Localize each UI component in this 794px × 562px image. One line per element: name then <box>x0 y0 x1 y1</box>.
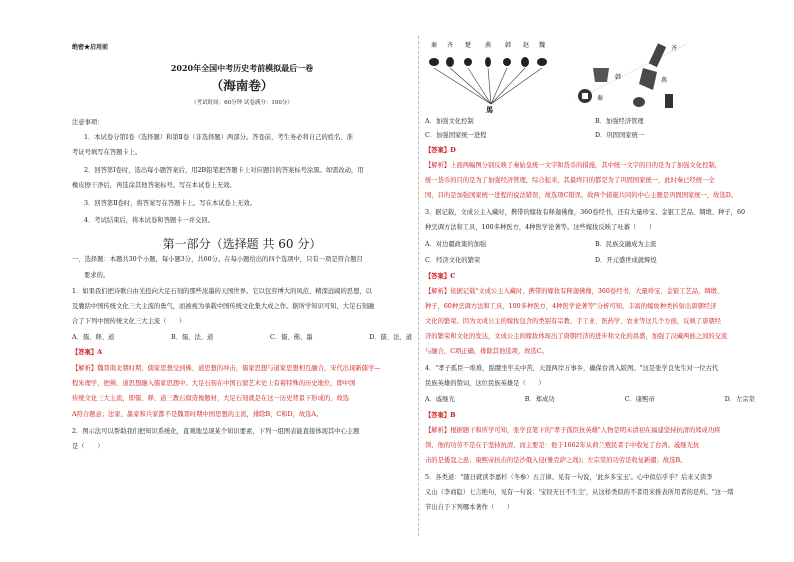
q1-stem: 合了下列中国传统文化三大主流（ ） <box>72 318 186 325</box>
q3-stem: 种烹调方法和工具，100多种医方，4种医学论著等。这些嫁妆反映了吐蕃（ ） <box>425 224 656 231</box>
notes-item: 3．回答第Ⅱ卷时，将答案写在答题卡上。写在本试卷上无效。 <box>84 200 257 207</box>
q3-option-a[interactable]: A．对边疆政策的加强 <box>425 241 487 248</box>
state-label: 魏 <box>539 42 546 49</box>
instructions-line: 要求的。 <box>84 272 110 279</box>
column-divider <box>418 36 419 536</box>
script-glyphs <box>429 57 547 67</box>
currency-label: 齐 <box>671 45 678 52</box>
q2-explanation: 国，目的是加强国家统一进程的说法错误，故选项C错误。故两个措施共同的中心主题是巩固国家统一，故选D。 <box>425 192 738 199</box>
currency-diagram <box>575 43 687 108</box>
q2-stem: 是（ ） <box>72 443 104 450</box>
notes-item: 2．回答第Ⅰ卷时，选出每小题答案后，用2B铅笔把答题卡上对应题目的答案标号涂黑。如需改动，用 <box>84 167 364 174</box>
q4-stem: 4．"孝子孤臣一堆堆，骷髅坐牢关中苦，天涯两岸万事乡，确保台湾入版图。"这是张学良先生对一位古代 <box>425 365 719 372</box>
state-label: 楚 <box>465 42 472 49</box>
q2-option-b[interactable]: B．加强经济管理 <box>595 118 644 125</box>
section-title: 第一部分（选择题 共 60 分） <box>162 237 322 251</box>
state-label: 秦 <box>431 42 438 49</box>
q2-stem: 2．图示法可以帮助我们把知识系统化，直观地呈现某个知识要素，下列一组图表能直接体现其中心主题 <box>72 428 360 435</box>
round-coin <box>633 97 645 107</box>
q3-answer: 【答案】C <box>425 273 456 280</box>
qin-seal-glyph: 馬 <box>486 105 493 114</box>
q1-option-d[interactable]: D．儒、法、道 <box>369 334 412 341</box>
exam-title: 2020年全国中考历史考前模拟最后一卷 <box>170 63 314 73</box>
q4-explanation: 领，他的功劳不是在于坚持抗清，而主要是：他于1662年从荷兰殖民者手中收复了台湾。戚继光抗 <box>425 442 700 449</box>
script-diagram <box>429 41 547 114</box>
q1-explanation: 程朱理学，把佛、道思想融入儒家思想中。大足石刻在中国石窟艺术史上有着特殊的历史地位，即中国 <box>72 380 356 387</box>
ant-nose-coin <box>665 94 673 108</box>
q3-explanation: 种子，60种烹调方法和工具，100多种医方，4种医学论著等"分析可知，丰富的嫁妆种类折射出唐朝经济 <box>425 303 717 310</box>
confidential-mark: 绝密★启用前 <box>72 44 109 51</box>
q4-stem: 民族英雄的赞词，这位民族英雄是（ ） <box>425 380 545 387</box>
state-label: 赵 <box>523 42 530 49</box>
q3-explanation: 【解析】依据记载"文成公主入藏时，携带的嫁妆有释迦佛像，360卷经书，大量珍宝、金银工艺品、绸缎、 <box>425 288 724 295</box>
q1-option-a[interactable]: A．儒、释、道 <box>72 334 115 341</box>
q3-options <box>425 240 770 249</box>
knife-coin <box>649 43 666 67</box>
q2-explanation: 【解析】上面两幅图分别反映了秦始皇统一文字和货币的措施，其中统一文字的目的是为了加强文化控制， <box>425 162 721 169</box>
q4-answer: 【答案】B <box>425 412 456 419</box>
q5-stem: 节出自于下列哪本著作（ ） <box>425 504 514 511</box>
state-label: 燕 <box>485 42 492 49</box>
q3-explanation: 文化的繁荣。因为文成公主的嫁妆包含的类别有宗教、手工业、医药学、农业等这几个方面，反映了唐朝经 <box>425 318 721 325</box>
q1-stem: 1．如果我们把诗歌自由光投向大足石刻的那些浓墨的天国世界。它以包容博大的风范、精深远阔的思想，以 <box>72 288 372 295</box>
q3-explanation: 济的繁荣和文化的发达，文成公主的嫁妆体现出了唐朝经济的进步和文化的昌盛，加强了汉藏两族之间的交流 <box>425 333 728 340</box>
q3-explanation: 与融合，C项正确，排除其他选项，故选C。 <box>425 348 548 355</box>
q4-explanation: 击的是倭寇之患；康熙帝抗击的是沙俄入侵(雅克萨之战)；左宗棠的功劳是收复新疆；故选B。 <box>425 457 687 464</box>
currency-label: 韩 <box>615 74 622 81</box>
q2-figure <box>425 38 695 114</box>
q2-options <box>425 131 770 140</box>
q3-option-d[interactable]: D．开元盛世成就辉煌 <box>595 257 657 264</box>
notes-item: 考证号填写在答题卡上。 <box>72 149 142 156</box>
q2-option-d[interactable]: D．巩固国家统一 <box>595 132 645 139</box>
instructions-line: 一、选择题：本题共30个小题，每小题3分，共60分。在每小题给出的四个选项中，只有一项是符合题目 <box>72 256 363 263</box>
q1-answer: 【答案】A <box>72 349 103 356</box>
notes-heading: 注意事项： <box>72 119 104 126</box>
q2-option-a[interactable]: A．加强文化控制 <box>425 118 474 125</box>
q4-options <box>425 395 755 404</box>
q2-explanation: 统一货币的目的是为了加强经济管理，综合起来，其最终目的都是为了巩固国家统一，此时秦已经统一全 <box>425 177 715 184</box>
q1-option-b[interactable]: B．儒、法、道 <box>170 334 214 341</box>
spade-coin <box>593 68 609 82</box>
q5-stem: 5．各类道："随日就读李嘉杉（冬参）五言律。见有一句说，'此乡多宝玉'。心中似信乎乎？后来又读李 <box>425 474 713 481</box>
q4-option-a[interactable]: A．戚继光 <box>425 396 455 403</box>
exam-meta: （考试时间：60分钟 试卷满分：100分） <box>191 100 293 106</box>
q3-option-b[interactable]: B．民族交融成为主流 <box>595 241 657 248</box>
q1-options <box>72 333 412 342</box>
currency-label: 燕 <box>661 77 668 84</box>
notes-item: 橡皮擦干净后，再选涂其他答案标号。写在本试卷上无效。 <box>72 182 236 189</box>
notes-item: 4．考试结束后，将本试卷和答题卡一并交回。 <box>84 217 214 224</box>
notes-item: 1．本试卷分第Ⅰ卷（选择题）和第Ⅱ卷（非选择题）两部分。答卷前，考生务必将自己的姓名、准 <box>84 134 353 141</box>
q1-explanation: A符合题意；法家、墨家和兵家都不是魏晋时期中国思想的主流，排除B、C和D，故选A。 <box>72 411 323 418</box>
state-label: 韩 <box>505 42 512 49</box>
q3-option-c[interactable]: C．经济文化的繁荣 <box>425 257 481 264</box>
q3-options <box>425 256 770 265</box>
spade-coin <box>639 68 657 90</box>
q2-option-c[interactable]: C．加强国家统一进程 <box>425 132 487 139</box>
q5-stem: 义山（李商隐）七言绝句，见有一句说：'宝钗无日不生尘'，从这样类似的不者用来推表所用者的是所。"这一绪 <box>425 489 734 496</box>
exam-subtitle: （海南卷） <box>210 78 274 93</box>
q4-option-c[interactable]: C．康熙帝 <box>624 396 655 403</box>
q1-stem: 及囊括中国传统文化三大主流的勇气，而被视为承载中国传统文化集大成之作。据所学知识可知，大足石刻融 <box>72 303 375 310</box>
currency-label: 秦 <box>597 95 604 102</box>
q4-explanation: 【解析】根据题干和所学可知，张学良笔下的"孝子孤臣抗英雄"人物是明末清初在福建坚持抗清的郑成功将 <box>425 427 721 434</box>
q1-explanation: 【解析】魏晋南北朝时期，儒家思想受到佛、道思想的冲击，儒家思想与道家思想相互融合，宋代出现新儒学— <box>72 365 381 372</box>
state-label: 齐 <box>447 42 454 49</box>
q4-option-b[interactable]: B．郑成功 <box>524 396 555 403</box>
q2-options <box>425 117 770 126</box>
q4-option-d[interactable]: D．左宗棠 <box>724 396 755 403</box>
q1-option-c[interactable]: C．儒、佛、墨 <box>269 334 313 341</box>
q3-stem: 3．据记载，文成公主入藏时，携带的嫁妆有释迦佛像，360卷经书，还有大量珍宝、金银工艺品、绸缎、种子，60 <box>425 209 745 216</box>
q2-answer: 【答案】D <box>425 147 456 154</box>
convergence-lines <box>434 68 542 104</box>
q1-explanation: 传统文化三大主流，即儒、释、道三教石窟造像题材，大足石刻就是在这一历史背景下形成的，故选 <box>72 395 350 402</box>
